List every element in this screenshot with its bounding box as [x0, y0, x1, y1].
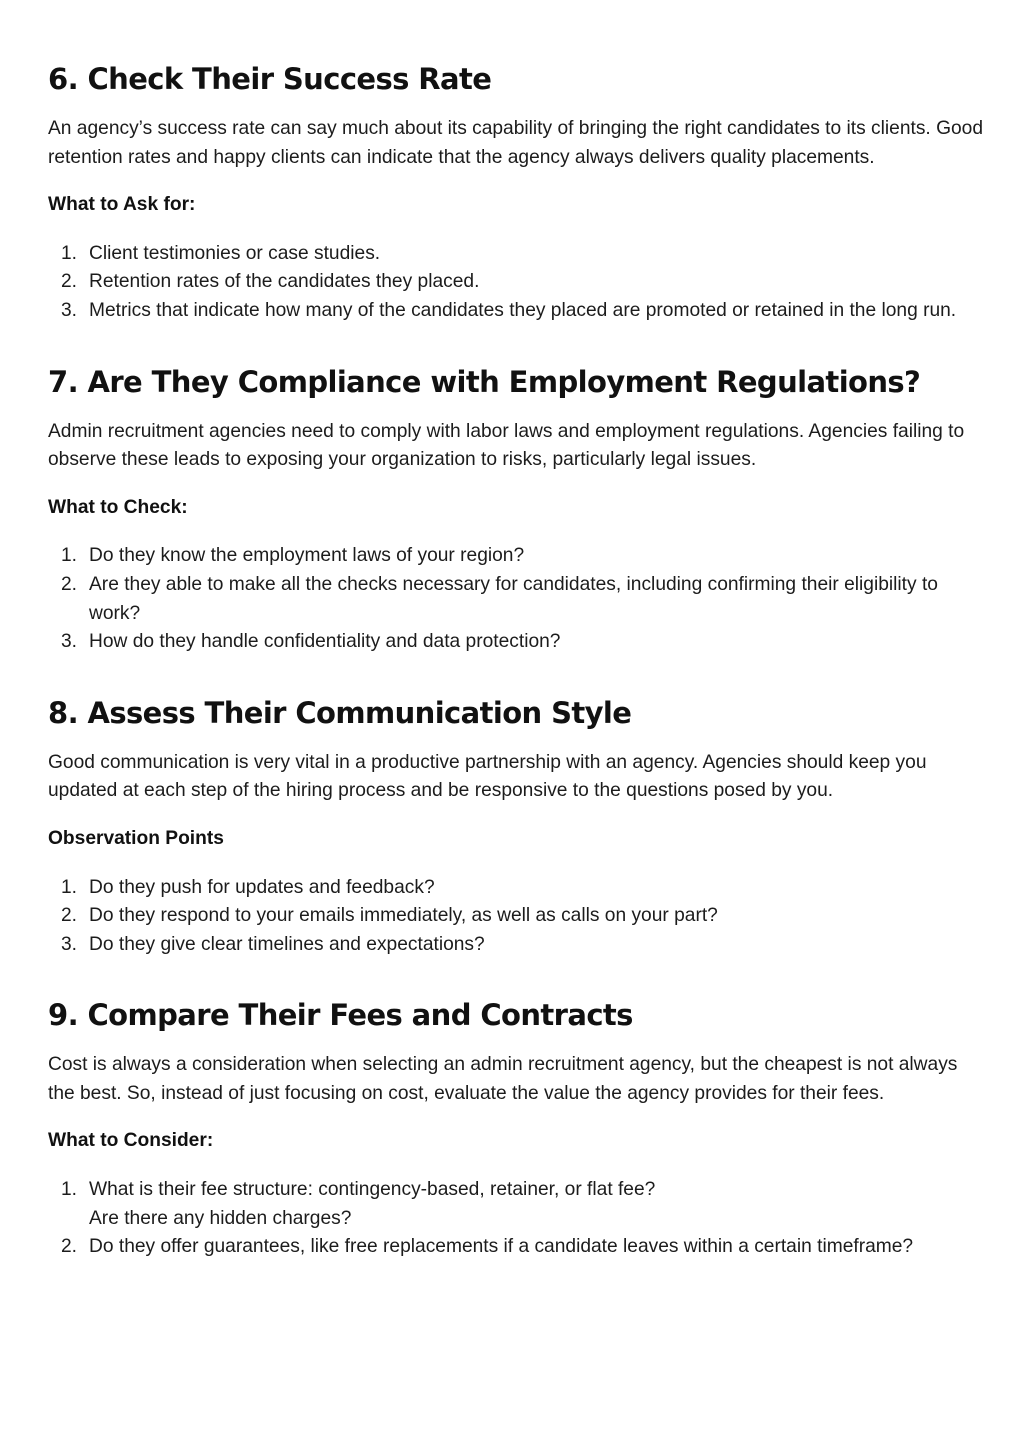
list-item	[48, 571, 988, 628]
list-number: 3.	[60, 933, 77, 955]
list-text: Are they able to make all the checks necessary for candidates, including confirming their eligibility to work?	[89, 573, 938, 624]
list-text: Do they know the employment laws of your region?	[89, 545, 525, 567]
list-item	[48, 297, 988, 326]
list-text: Do they offer guarantees, like free replacements if a candidate leaves within a certain timeframe?	[89, 1236, 914, 1258]
list-number: 1.	[60, 1179, 77, 1201]
section-heading: 6. Check Their Success Rate	[48, 62, 492, 96]
list-item	[48, 902, 988, 931]
list-item	[48, 268, 988, 297]
document-page	[48, 57, 988, 1262]
list-item	[48, 1233, 988, 1262]
numbered-list	[48, 542, 988, 656]
list-text-continued: Are there any hidden charges?	[89, 1207, 352, 1229]
list-number: 1.	[60, 242, 77, 264]
numbered-list	[48, 240, 988, 326]
section-paragraph: Cost is always a consideration when selecting an admin recruitment agency, but the cheapest is not always the best. So, instead of just focusing on cost, evaluate the value the agency provides for their fees.	[48, 1054, 958, 1104]
section-label: Observation Points	[48, 827, 224, 849]
section-label: What to Check:	[48, 496, 188, 518]
list-item	[48, 240, 988, 269]
list-number: 1.	[60, 545, 77, 567]
section-communication	[48, 691, 988, 960]
list-text: Do they respond to your emails immediately, as well as calls on your part?	[89, 905, 718, 927]
list-item	[48, 542, 988, 571]
section-paragraph: Good communication is very vital in a productive partnership with an agency. Agencies should keep you updated at each step of the hiring process and be responsive to the questions posed by you.	[48, 751, 927, 802]
section-label: What to Consider:	[48, 1130, 214, 1152]
list-item	[48, 1176, 988, 1233]
list-text: Do they push for updates and feedback?	[89, 876, 435, 898]
list-number: 1.	[60, 876, 77, 898]
list-text: Do they give clear timelines and expectations?	[89, 933, 485, 955]
list-number: 2.	[60, 1236, 77, 1258]
list-text: What is their fee structure: contingency-based, retainer, or flat fee?	[89, 1179, 656, 1201]
list-number: 2.	[60, 573, 77, 595]
list-text: Metrics that indicate how many of the candidates they placed are promoted or retained in the long run.	[89, 299, 957, 321]
list-text: Client testimonies or case studies.	[89, 242, 381, 264]
section-paragraph: An agency’s success rate can say much about its capability of bringing the right candidates to its clients. Good retention rates and happy clients can indicate that the agency always delivers quality placements.	[48, 118, 984, 168]
numbered-list	[48, 874, 988, 960]
list-text: How do they handle confidentiality and data protection?	[89, 631, 561, 653]
list-number: 3.	[60, 631, 77, 653]
section-heading: 7. Are They Compliance with Employment Regulations?	[48, 364, 921, 399]
section-heading: 9. Compare Their Fees and Contracts	[48, 998, 633, 1033]
section-paragraph: Admin recruitment agencies need to comply with labor laws and employment regulations. Agencies failing to observe these leads to exposing your organization to risks, particularly legal issues.	[48, 420, 965, 471]
list-number: 2.	[60, 905, 77, 927]
section-heading: 8. Assess Their Communication Style	[48, 695, 632, 730]
list-number: 2.	[60, 271, 77, 293]
numbered-list	[48, 1176, 988, 1262]
list-text: Retention rates of the candidates they placed.	[89, 271, 480, 293]
list-number: 3.	[60, 299, 77, 321]
list-item	[48, 874, 988, 903]
section-fees	[48, 993, 988, 1262]
list-item	[48, 931, 988, 960]
list-item	[48, 628, 988, 657]
section-compliance	[48, 360, 988, 657]
section-label: What to Ask for:	[48, 194, 196, 216]
section-success-rate	[48, 57, 988, 326]
